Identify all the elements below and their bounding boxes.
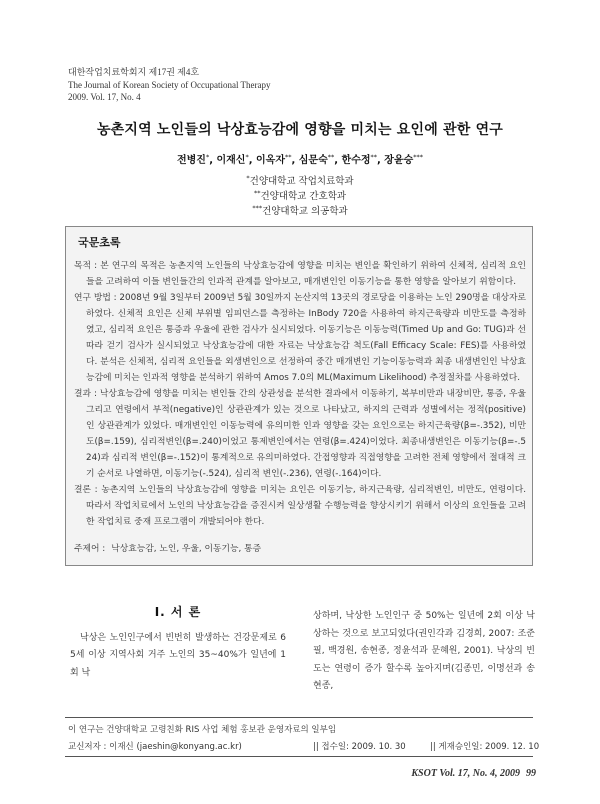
page-number: 99	[526, 768, 536, 779]
affiliation-text: 건양대학교 간호학과	[260, 191, 347, 202]
footnote-divider	[65, 717, 533, 718]
author-name: 한수정	[341, 155, 371, 166]
journal-name-english: The Journal of Korean Society of Occupational Therapy	[68, 79, 271, 90]
affiliation-line	[0, 203, 600, 217]
journal-volume: 2009. Vol. 17, No. 4	[68, 92, 141, 102]
abstract-conclusion: 결론 : 농촌지역 노인들의 낙상효능감에 영향을 미치는 요인은 이동기능, 하지근육량, 심리적변인, 비만도, 연령이다. 따라서 작업치료에서 노인의 낙상효능감을 증진시켜 일상생활 수행능력을 향상시키기 위해서 이상의 요인들을 고려한 작업치료 중재 프로그램이 개발되어야 한다.	[74, 485, 526, 527]
affiliation-text: 건양대학교 작업치료학과	[249, 176, 354, 187]
abstract-results: 결과 : 낙상효능감에 영향을 미치는 변인들 간의 상관성을 분석한 결과에서 이동하기, 복부비만과 내장비만, 통증, 우울 그리고 연령에서 부적(negative)인 상관관계가 있는 것으로 나타났고, 하지의 근력과 성별에서는 정적(positive)인 상관관계가 있었다. 매개변인인 이동능력에 유의미한 인과 영향을 갖는 요인으로는 하지근육량(β=-.352), 비만도(β=.159), 심리적변인(β=.240)이었고 통제변인에서는 연령(β=.424)이었다. 최종내생변인은 이동기능(β=-.524)과 심리적 변인(β=-.152)이 통계적으로 유의미하였다. 간접영향과 직접영향을 고려한 전체 영향에서 절대적 크기 순서로 나열하면, 이동기능(-.524), 심리적 변인(-.236), 연령(-.164)이다.	[74, 389, 526, 479]
affiliation-mark: ***	[252, 204, 263, 212]
corresponding-author: 교신저자 : 이재신 (jaeshin@konyang.ac.kr)	[68, 742, 242, 752]
abstract-heading: 국문초록	[78, 236, 121, 249]
author-mark: *	[205, 153, 210, 161]
paper-title: 농촌지역 노인들의 낙상효능감에 영향을 미치는 요인에 관한 연구	[96, 122, 504, 138]
accepted-date: || 게재승인일: 2009. 12. 10	[430, 742, 540, 752]
author-name: 장윤승	[384, 155, 414, 166]
author-name: 이옥자	[256, 155, 285, 166]
intro-paragraph-continued: 상하며, 낙상한 노인인구 중 50%는 일년에 2회 이상 낙상하는 것으로 보고되었다(권인각과 김경희, 2007: 조준필, 백경원, 송현종, 정윤석과 문혜원, 2001). 낙상의 빈도는 연령이 증가 할수록 높아지며(김종민, 이명선과 송현종,	[313, 611, 535, 691]
author-list: 전병진*, 이재신*, 이옥자**, 심문숙**, 한수정**, 장윤승***	[176, 153, 424, 166]
author-name: 전병진	[176, 155, 206, 166]
funding-note: 이 연구는 건양대학교 고령친화 RIS 사업 체험 홍보관 운영자료의 일부임	[68, 725, 337, 735]
author-mark: *	[245, 153, 249, 161]
affiliation-mark: *	[246, 174, 250, 182]
section-heading-introduction: Ⅰ. 서 론	[154, 605, 202, 619]
journal-name-korean: 대한작업치료학회지 제17권 제4호	[68, 67, 200, 77]
author-mark: ***	[413, 153, 424, 161]
received-date: || 접수일: 2009. 10. 30	[313, 742, 406, 752]
footnote-bottom-rule	[65, 756, 533, 757]
keywords-list: 낙상효능감, 노인, 우울, 이동기능, 통증	[111, 544, 262, 554]
affiliation-line	[0, 173, 600, 187]
author-name: 이재신	[216, 155, 246, 166]
affiliation-text: 건양대학교 의공학과	[262, 206, 348, 217]
abstract-purpose: 목적 : 본 연구의 목적은 농촌지역 노인들의 낙상효능감에 영향을 미치는 변인을 확인하기 위하여 신체적, 심리적 요인들을 고려하여 이들 변인들간의 인과적 관계를 알아보고, 매개변인인 이동기능을 통한 영향을 알아보기 위함이다.	[74, 261, 526, 287]
journal-header	[68, 66, 271, 104]
author-mark: **	[284, 153, 292, 161]
author-mark: **	[370, 153, 378, 161]
intro-right-column	[313, 608, 535, 696]
abstract-method: 연구 방법 : 2008년 9월 3일부터 2009년 5월 30일까지 논산지역 13곳의 경로당을 이용하는 노인 290명을 대상자로 하였다. 신체적 요인은 신체 부위별 임피던스를 측정하는 InBody 720을 사용하여 하지근육량과 비만도를 측정하였고, 심리적 요인은 통증과 우울에 관한 검사가 실시되었다. 이동기능은 이동능력(Timed Up and Go: TUG)과 선따라 걷기 검사가 실시되었고 낙상효능감에 대한 자료는 낙상효능감 척도(Fall Efficacy Scale: FES)를 사용하였다. 분석은 신체적, 심리적 요인들을 외생변인으로 선정하여 중간 매개변인 기능이동능력과 최종 내생변인인 낙상효능감에 미치는 인과적 영향을 분석하기 위하여 Amos 7.0의 ML(Maximum Likelihood) 추정절차를 사용하였다.	[74, 293, 526, 383]
affiliation-line	[0, 188, 600, 202]
keywords-line	[74, 541, 261, 554]
intro-paragraph: 낙상은 노인인구에서 빈번히 발생하는 건강문제로 65세 이상 지역사회 거주 노인의 35~40%가 일년에 1회 낙	[70, 632, 286, 678]
intro-left-column	[70, 604, 286, 682]
author-mark: **	[327, 153, 335, 161]
footer-journal: KSOT Vol. 17, No. 4, 2009	[411, 768, 520, 779]
keywords-label: 주제어 :	[74, 544, 106, 554]
page-footer	[411, 768, 536, 779]
affiliation-mark: **	[253, 189, 261, 197]
abstract-box	[65, 226, 533, 566]
author-name: 심문숙	[298, 155, 328, 166]
abstract-body	[74, 258, 526, 530]
